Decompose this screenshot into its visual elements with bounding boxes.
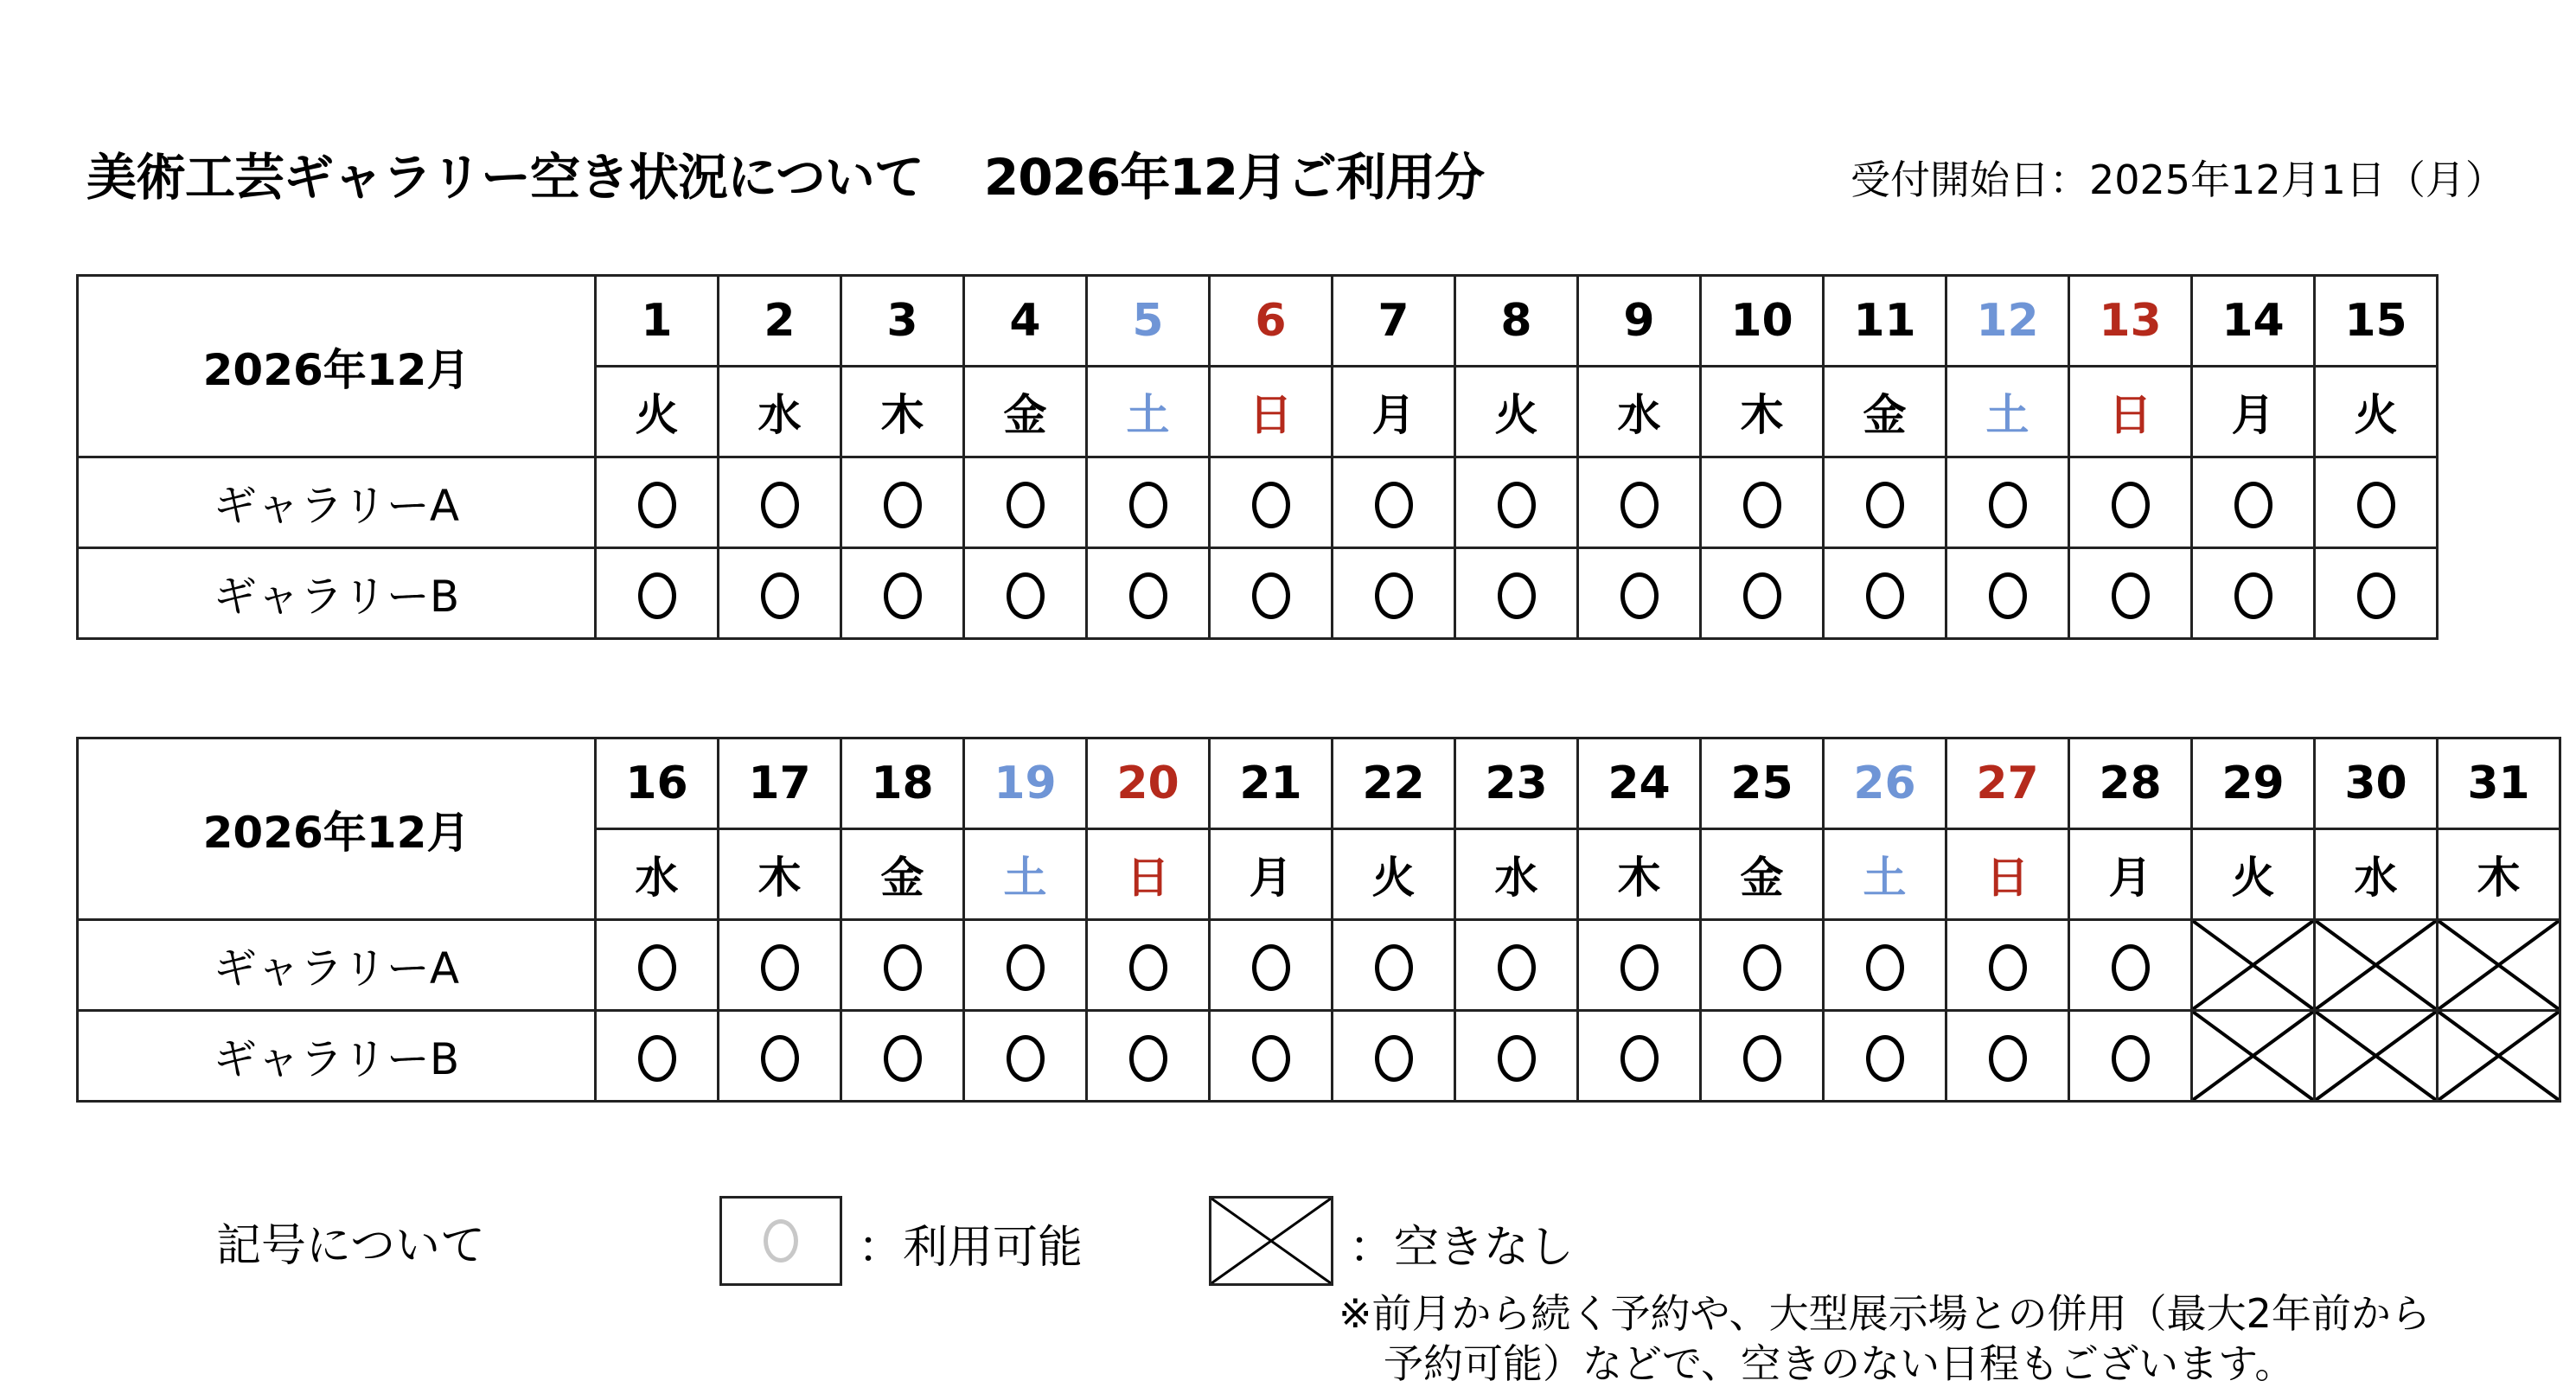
weekday: 水: [2315, 829, 2438, 920]
status-available: [841, 1011, 964, 1102]
month-label: 2026年12月: [78, 738, 596, 920]
weekday: 木: [719, 829, 841, 920]
weekday: 金: [1824, 367, 1946, 457]
weekday: 火: [2192, 829, 2315, 920]
status-available: [1946, 1011, 2069, 1102]
circle-icon: [1743, 482, 1781, 528]
weekday: 火: [1333, 829, 1455, 920]
day-number: 29: [2192, 738, 2315, 829]
weekday: 金: [1701, 829, 1824, 920]
status-available: [1824, 457, 1946, 548]
day-number: 25: [1701, 738, 1824, 829]
circle-icon: [1989, 482, 2027, 528]
status-available: [596, 1011, 719, 1102]
circle-icon: [1866, 482, 1904, 528]
status-unavailable: [2192, 920, 2315, 1011]
status-available: [2069, 1011, 2192, 1102]
status-available: [964, 457, 1087, 548]
status-available: [2069, 548, 2192, 639]
day-number: 30: [2315, 738, 2438, 829]
status-available: [1333, 920, 1455, 1011]
weekday: 日: [1210, 367, 1333, 457]
gallery-name: ギャラリーA: [78, 920, 596, 1011]
gallery-row: [78, 548, 2438, 639]
status-unavailable: [2315, 920, 2438, 1011]
legend-unavailable-label: ：空きなし: [1349, 1222, 1575, 1274]
status-unavailable: [2438, 920, 2560, 1011]
cross-icon: [2316, 921, 2436, 1009]
circle-icon: [1498, 944, 1536, 991]
circle-icon: [1007, 944, 1045, 991]
circle-icon: [1007, 572, 1045, 619]
day-number: 12: [1946, 276, 2069, 367]
day-number: 23: [1455, 738, 1578, 829]
circle-icon: [1989, 944, 2027, 991]
gallery-name: ギャラリーB: [78, 548, 596, 639]
circle-icon: [1498, 572, 1536, 619]
status-available: [1333, 548, 1455, 639]
gallery-row: [78, 457, 2438, 548]
day-number: 4: [964, 276, 1087, 367]
circle-icon: [1375, 944, 1413, 991]
circle-icon: [761, 482, 799, 528]
status-available: [1701, 457, 1824, 548]
status-available: [1455, 1011, 1578, 1102]
status-available: [1333, 457, 1455, 548]
weekday: 火: [2315, 367, 2438, 457]
status-available: [719, 1011, 841, 1102]
status-available: [964, 920, 1087, 1011]
day-number: 14: [2192, 276, 2315, 367]
legend-title: 記号について: [216, 1220, 485, 1272]
circle-icon: [1743, 572, 1781, 619]
status-available: [719, 457, 841, 548]
weekday: 水: [719, 367, 841, 457]
circle-icon: [2112, 482, 2150, 528]
status-available: [964, 1011, 1087, 1102]
status-available: [1946, 920, 2069, 1011]
day-number: 22: [1333, 738, 1455, 829]
circle-icon: [1252, 572, 1290, 619]
status-available: [596, 548, 719, 639]
status-available: [2069, 457, 2192, 548]
status-available: [1087, 548, 1210, 639]
circle-icon: [1129, 1035, 1167, 1082]
status-unavailable: [2192, 1011, 2315, 1102]
circle-icon: [1620, 1035, 1659, 1082]
gallery-row: [78, 1011, 2560, 1102]
day-number: 27: [1946, 738, 2069, 829]
weekday: 月: [1333, 367, 1455, 457]
gallery-name: ギャラリーB: [78, 1011, 596, 1102]
status-available: [2069, 920, 2192, 1011]
weekday: 日: [1087, 829, 1210, 920]
status-available: [1333, 1011, 1455, 1102]
weekday: 木: [2438, 829, 2560, 920]
status-available: [1087, 920, 1210, 1011]
circle-icon: [1129, 482, 1167, 528]
circle-icon: [884, 572, 922, 619]
day-number: 7: [1333, 276, 1455, 367]
weekday: 水: [596, 829, 719, 920]
legend-unavailable-symbol: [1209, 1196, 1333, 1286]
status-available: [1210, 457, 1333, 548]
weekday: 金: [841, 829, 964, 920]
gallery-name: ギャラリーA: [78, 457, 596, 548]
circle-icon: [1252, 1035, 1290, 1082]
weekday: 木: [1701, 367, 1824, 457]
circle-icon: [761, 572, 799, 619]
day-number: 10: [1701, 276, 1824, 367]
circle-icon: [1989, 572, 2027, 619]
cross-icon: [2316, 1012, 2436, 1100]
page-title: [86, 137, 1484, 209]
circle-icon: [2112, 944, 2150, 991]
day-number: 17: [719, 738, 841, 829]
weekday: 土: [1087, 367, 1210, 457]
status-available: [1455, 548, 1578, 639]
cross-icon: [2193, 921, 2313, 1009]
circle-icon: [884, 482, 922, 528]
footnote-line-1: ※前月から続く予約や、大型展示場との併用（最大2年前から: [1339, 1290, 2431, 1337]
circle-icon: [1866, 944, 1904, 991]
day-number-row: [78, 738, 2560, 829]
circle-icon: [638, 572, 676, 619]
circle-icon: [1498, 1035, 1536, 1082]
day-number: 5: [1087, 276, 1210, 367]
status-available: [2192, 548, 2315, 639]
circle-icon: [884, 1035, 922, 1082]
status-available: [1946, 548, 2069, 639]
day-number: 11: [1824, 276, 1946, 367]
circle-icon: [1375, 482, 1413, 528]
circle-icon: [1620, 944, 1659, 991]
circle-icon: [761, 944, 799, 991]
weekday: 日: [1946, 829, 2069, 920]
circle-icon: [1252, 482, 1290, 528]
day-number-row: [78, 276, 2438, 367]
weekday: 月: [1210, 829, 1333, 920]
circle-icon: [638, 482, 676, 528]
status-available: [1210, 920, 1333, 1011]
status-available: [1578, 457, 1701, 548]
day-number: 28: [2069, 738, 2192, 829]
day-number: 2: [719, 276, 841, 367]
weekday: 木: [1578, 829, 1701, 920]
availability-table-2: [76, 737, 2561, 1103]
gallery-row: [78, 920, 2560, 1011]
cross-icon: [1211, 1199, 1331, 1283]
circle-icon: [1866, 572, 1904, 619]
circle-icon: [2234, 482, 2272, 528]
weekday: 火: [596, 367, 719, 457]
day-number: 15: [2315, 276, 2438, 367]
circle-icon: [884, 944, 922, 991]
weekday: 水: [1455, 829, 1578, 920]
status-available: [1578, 548, 1701, 639]
status-available: [964, 548, 1087, 639]
circle-icon: [1129, 572, 1167, 619]
day-number: 1: [596, 276, 719, 367]
day-number: 3: [841, 276, 964, 367]
circle-icon: [1743, 944, 1781, 991]
weekday: 月: [2069, 829, 2192, 920]
day-number: 24: [1578, 738, 1701, 829]
footnote-line-2: 予約可能）などで、空きのない日程もございます。: [1384, 1340, 2295, 1387]
cross-icon: [2193, 1012, 2313, 1100]
status-available: [719, 548, 841, 639]
status-available: [1578, 1011, 1701, 1102]
status-available: [1455, 457, 1578, 548]
day-number: 26: [1824, 738, 1946, 829]
legend-available-label: ：利用可能: [858, 1222, 1083, 1274]
weekday: 金: [964, 367, 1087, 457]
circle-icon: [1498, 482, 1536, 528]
circle-icon: [1743, 1035, 1781, 1082]
circle-icon: [2357, 482, 2395, 528]
status-available: [2192, 457, 2315, 548]
status-available: [2315, 457, 2438, 548]
day-number: 8: [1455, 276, 1578, 367]
weekday: 日: [2069, 367, 2192, 457]
weekday: 火: [1455, 367, 1578, 457]
cross-icon: [2439, 1012, 2559, 1100]
title-main: 美術工芸ギャラリー空き状況について: [86, 148, 924, 207]
status-available: [841, 548, 964, 639]
status-available: [2315, 548, 2438, 639]
status-available: [1578, 920, 1701, 1011]
circle-icon: [1129, 944, 1167, 991]
day-number: 31: [2438, 738, 2560, 829]
status-available: [1824, 548, 1946, 639]
status-available: [1455, 920, 1578, 1011]
day-number: 6: [1210, 276, 1333, 367]
circle-icon: [638, 1035, 676, 1082]
circle-icon: [638, 944, 676, 991]
weekday: 土: [964, 829, 1087, 920]
status-available: [841, 457, 964, 548]
weekday: 木: [841, 367, 964, 457]
reception-start-date: 受付開始日：2025年12月1日（月）: [1851, 157, 2505, 203]
status-available: [1701, 548, 1824, 639]
weekday: 水: [1578, 367, 1701, 457]
circle-icon: [764, 1219, 798, 1263]
circle-icon: [1375, 572, 1413, 619]
status-available: [1824, 920, 1946, 1011]
day-number: 9: [1578, 276, 1701, 367]
circle-icon: [1375, 1035, 1413, 1082]
day-number: 19: [964, 738, 1087, 829]
circle-icon: [761, 1035, 799, 1082]
status-available: [1701, 1011, 1824, 1102]
circle-icon: [2234, 572, 2272, 619]
status-available: [596, 920, 719, 1011]
day-number: 18: [841, 738, 964, 829]
day-number: 16: [596, 738, 719, 829]
legend-available-symbol: [719, 1196, 842, 1286]
status-available: [719, 920, 841, 1011]
circle-icon: [2112, 572, 2150, 619]
status-available: [841, 920, 964, 1011]
day-number: 13: [2069, 276, 2192, 367]
circle-icon: [1866, 1035, 1904, 1082]
weekday: 土: [1946, 367, 2069, 457]
footnote: [1339, 1288, 2431, 1389]
circle-icon: [1620, 482, 1659, 528]
status-unavailable: [2315, 1011, 2438, 1102]
circle-icon: [1620, 572, 1659, 619]
status-available: [1210, 548, 1333, 639]
weekday: 月: [2192, 367, 2315, 457]
status-available: [1701, 920, 1824, 1011]
circle-icon: [1007, 482, 1045, 528]
circle-icon: [2112, 1035, 2150, 1082]
availability-table-1: [76, 274, 2439, 640]
weekday: 土: [1824, 829, 1946, 920]
cross-icon: [2439, 921, 2559, 1009]
circle-icon: [1989, 1035, 2027, 1082]
status-available: [1087, 457, 1210, 548]
status-available: [1087, 1011, 1210, 1102]
title-period: 2026年12月ご利用分: [983, 148, 1484, 207]
status-unavailable: [2438, 1011, 2560, 1102]
status-available: [1210, 1011, 1333, 1102]
status-available: [1824, 1011, 1946, 1102]
circle-icon: [2357, 572, 2395, 619]
circle-icon: [1252, 944, 1290, 991]
day-number: 21: [1210, 738, 1333, 829]
day-number: 20: [1087, 738, 1210, 829]
circle-icon: [1007, 1035, 1045, 1082]
status-available: [1946, 457, 2069, 548]
month-label: 2026年12月: [78, 276, 596, 457]
status-available: [596, 457, 719, 548]
